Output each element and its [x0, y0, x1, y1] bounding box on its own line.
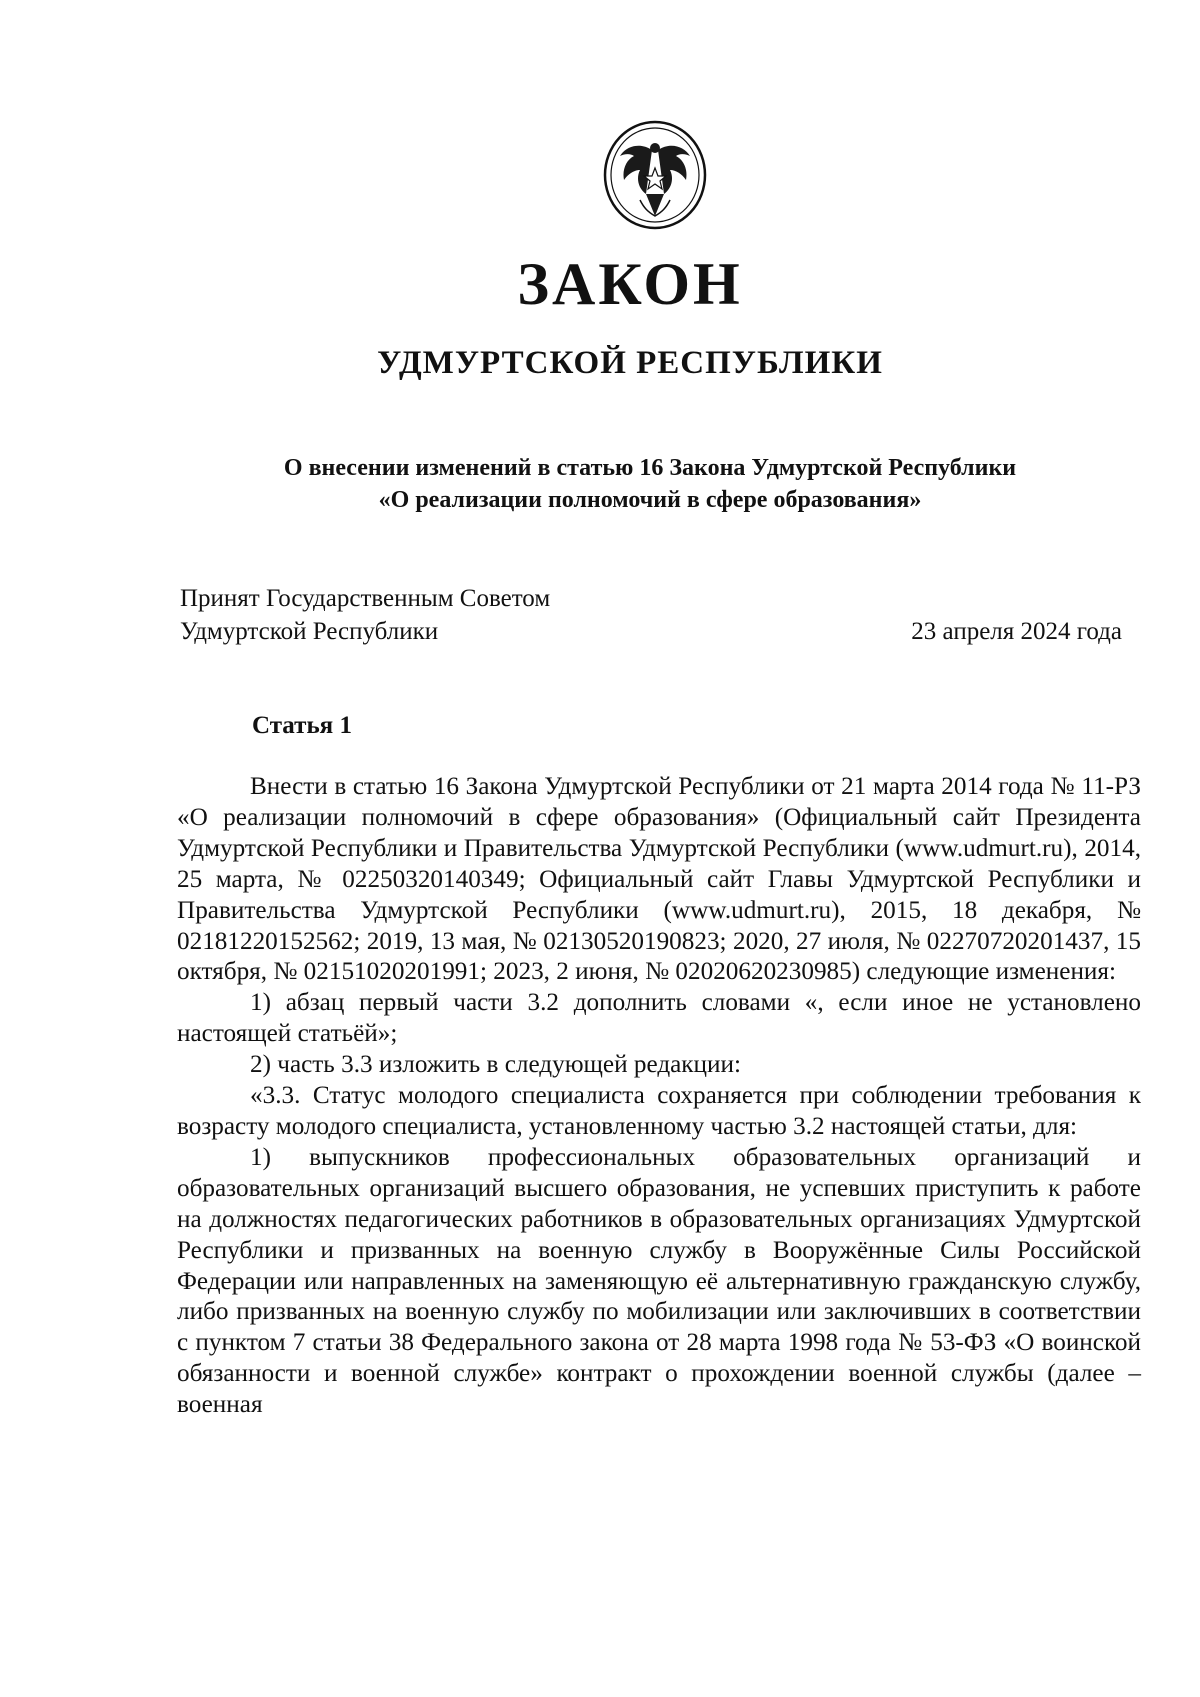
republic-title: УДМУРТСКОЙ РЕСПУБЛИКИ — [377, 345, 883, 381]
article-paragraph: 1) выпускников профессиональных образовательных организаций и образовательных организаций высшего образования, не успевших приступить к работе на должностях педагогических работников в образовательных организациях Удмуртской Республики и призванных на военную службу в Вооружённые Силы Российской Федерации или направленных на заменяющую её альтернативную гражданскую службу, либо призванных на военную службу по мобилизации или заключивших в соответствии с пунктом 7 статьи 38 Федерального закона от 28 марта 1998 года № 53-ФЗ «О воинской обязанности и военной службе» контракт о прохождении военной службы (далее – военная — [177, 1143, 1141, 1419]
article-paragraph: 1) абзац первый части 3.2 дополнить словами «, если иное не установлено настоящей статьёй»; — [177, 989, 1141, 1048]
adoption-date: 23 апреля 2024 года — [911, 618, 1122, 645]
article-body — [177, 772, 1141, 1421]
article-paragraph: Внести в статью 16 Закона Удмуртской Республики от 21 марта 2014 года № 11-РЗ «О реализации полномочий в сфере образования» (Официальный сайт Президента Удмуртской Республики и Правительства Удмуртской Республики (www.udmurt.ru), 2014, 25 марта, № 02250320140349; Официальный сайт Главы Удмуртской Республики и Правительства Удмуртской Республики (www.udmurt.ru), 2015, 18 декабря, № 02181220152562; 2019, 13 мая, № 02130520190823; 2020, 27 июля, № 02270720201437, 15 октября, № 02151020201991; 2023, 2 июня, № 02020620230985) следующие изменения: — [177, 773, 1141, 986]
article-paragraph: «3.3. Статус молодого специалиста сохраняется при соблюдении требования к возрасту молодого специалиста, установленному частью 3.2 настоящей статьи, для: — [177, 1082, 1141, 1140]
law-title-line-1: О внесении изменений в статью 16 Закона Удмуртской Республики — [283, 455, 1017, 481]
document-type-title: ЗАКОН — [517, 251, 743, 317]
article-paragraph: 2) часть 3.3 изложить в следующей редакции: — [250, 1051, 741, 1079]
law-title — [160, 452, 1140, 516]
adoption-authority — [180, 582, 550, 648]
adoption-line-2: Удмуртской Республики — [180, 618, 439, 645]
law-title-line-2: «О реализации полномочий в сфере образования» — [378, 487, 922, 513]
coat-of-arms-emblem — [600, 120, 710, 230]
article-heading: Статья 1 — [252, 712, 352, 739]
adoption-line-1: Принят Государственным Советом — [180, 585, 551, 612]
